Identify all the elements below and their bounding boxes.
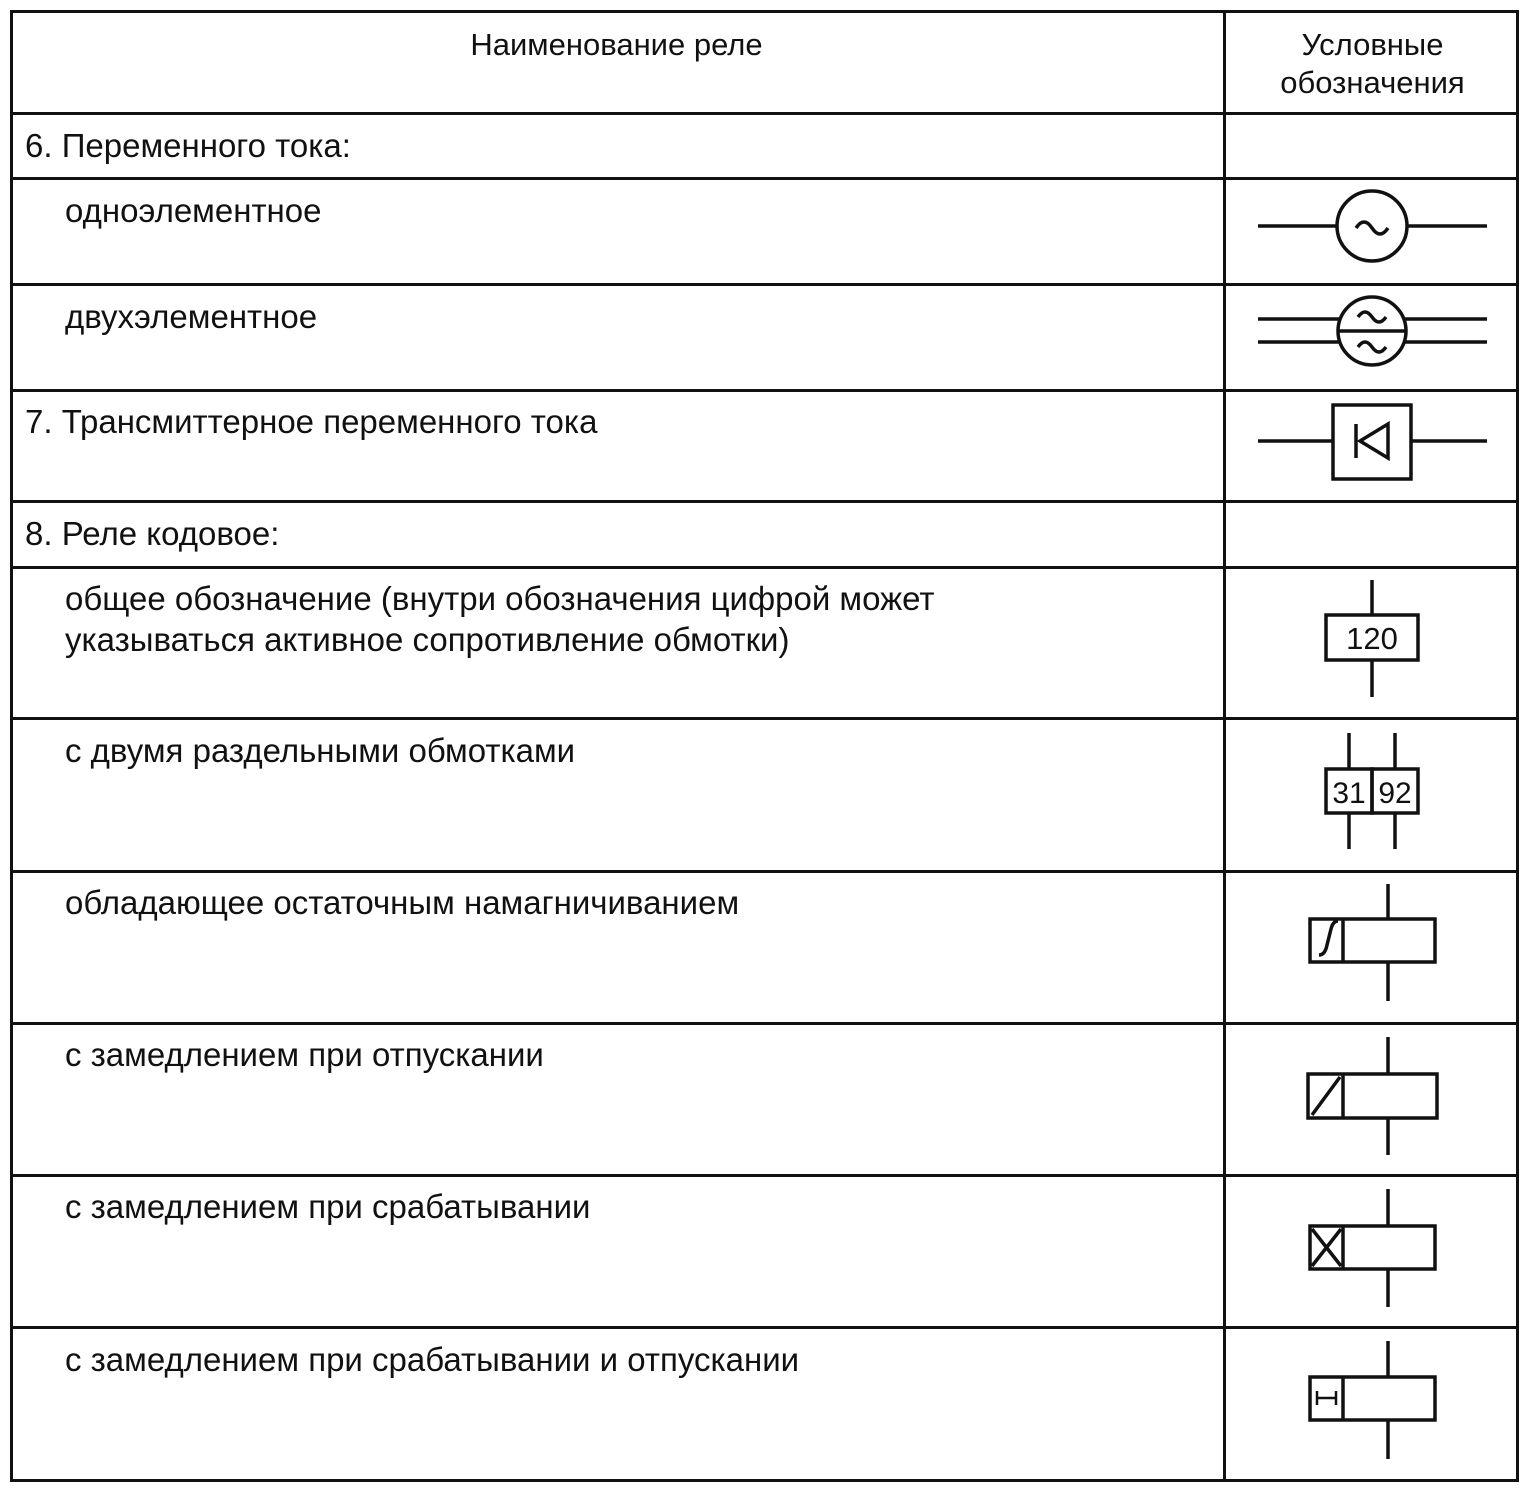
ac-relay-single-icon <box>1258 191 1487 261</box>
row-label: с замедлением при отпускании <box>65 1036 544 1073</box>
remanent-relay-icon <box>1310 884 1435 1001</box>
row-label: с двумя раздельными обмотками <box>65 732 576 769</box>
row-label: с замедлением при срабатывании и отпускании <box>65 1341 800 1378</box>
row-label: одноэлементное <box>65 192 322 229</box>
row-label: обладающее остаточным намагничиванием <box>65 884 740 921</box>
row-label: двухэлементное <box>65 298 318 335</box>
slow-operate-relay-icon <box>1310 1189 1435 1307</box>
row-label: общее обозначение (внутри обозначения цифрой может <box>65 580 935 617</box>
slow-release-relay-icon <box>1308 1037 1437 1155</box>
code-relay-general-icon <box>1326 580 1418 697</box>
section-title: 7. Трансмиттерное переменного тока <box>25 403 598 440</box>
resistance-value: 120 <box>1346 621 1398 656</box>
row-label: указываться активное сопротивление обмотки) <box>65 621 790 658</box>
winding-a-value: 31 <box>1332 777 1366 810</box>
section-title: 6. Переменного тока: <box>25 127 351 164</box>
ac-relay-double-icon <box>1258 297 1487 365</box>
header-name-column: Наименование реле <box>470 27 763 62</box>
section-title: 8. Реле кодовое: <box>25 515 280 552</box>
header-symbol-line1: Условные <box>1301 27 1444 62</box>
code-relay-two-windings-icon <box>1326 733 1418 849</box>
transmitter-relay-icon <box>1258 405 1487 479</box>
winding-b-value: 92 <box>1378 777 1412 810</box>
header-symbol-line2: обозначения <box>1280 65 1465 100</box>
row-label: с замедлением при срабатывании <box>65 1188 591 1225</box>
slow-operate-release-relay-icon <box>1310 1341 1435 1459</box>
